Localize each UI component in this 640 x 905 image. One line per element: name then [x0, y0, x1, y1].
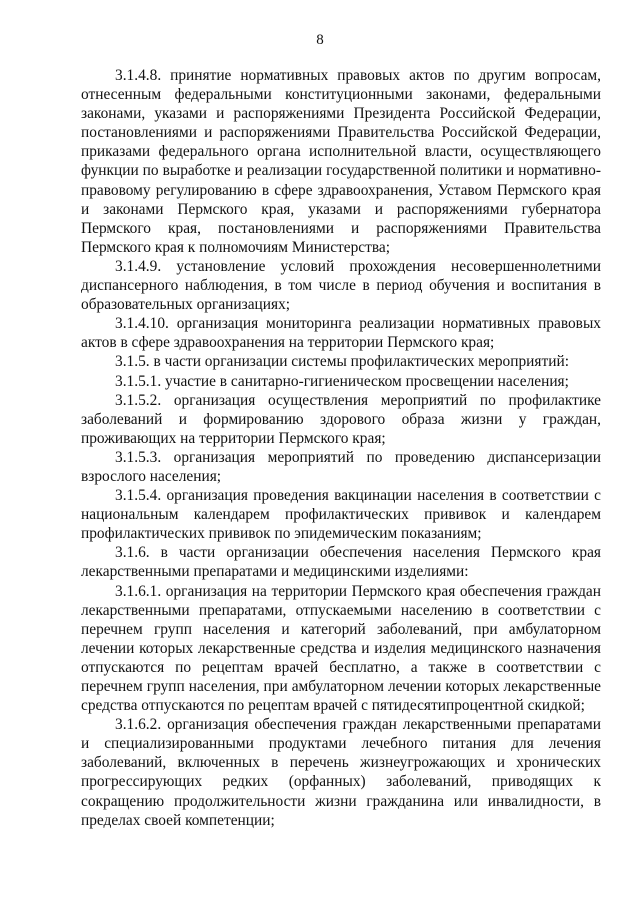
paragraph-3-1-5-2: 3.1.5.2. организация осуществления мероприятий по профилактике заболеваний и формированию здорового образа жизни у граждан, проживающих на территории Пермского края; [81, 391, 601, 447]
paragraph-3-1-5-1: 3.1.5.1. участие в санитарно-гигиеническом просвещении населения; [115, 372, 569, 390]
page-number: 8 [316, 32, 324, 48]
paragraph-3-1-5-4: 3.1.5.4. организация проведения вакцинации населения в соответствии с национальным календарем профилактических прививок и календарем профилактических прививок по эпидемическим показаниям; [81, 487, 601, 543]
paragraph-3-1-4-8: 3.1.4.8. принятие нормативных правовых актов по другим вопросам, отнесенным федеральными конституционными законами, федеральными законами, указами и распоряжениями Президента Российской Федерации, постановлениями и распоряжениями Правительства Российской Федерации, приказами федерального органа исполнительной власти, осуществляющего функции по выработке и реализации государственной политики и нормативно-правовому регулированию в сфере здравоохранения, Уставом Пермского края и законами Пермского края, указами и распоряжениями губернатора Пермского края, постановлениями и распоряжениями Правительства Пермского края к полномочиям Министерства; [81, 67, 601, 256]
paragraph-3-1-5: 3.1.5. в части организации системы профилактических мероприятий: [115, 353, 569, 371]
paragraph-3-1-6: 3.1.6. в части организации обеспечения населения Пермского края лекарственными препаратами и медицинскими изделиями: [81, 544, 601, 581]
document-body [81, 66, 601, 830]
paragraph-3-1-4-10: 3.1.4.10. организация мониторинга реализации нормативных правовых актов в сфере здравоохранения на территории Пермского края; [81, 315, 601, 352]
paragraph-3-1-4-9: 3.1.4.9. установление условий прохождения несовершеннолетними диспансерного наблюдения, в том числе в период обучения и воспитания в образовательных организациях; [81, 257, 601, 314]
paragraph-3-1-6-2: 3.1.6.2. организация обеспечения граждан лекарственными препаратами и специализированными продуктами лечебного питания для лечения заболеваний, включенных в перечень жизнеугрожающих и хронических прогрессирующих редких (орфанных) заболеваний, приводящих к сокращению продолжительности жизни гражданина или инвалидности, в пределах своей компетенции; [81, 716, 601, 829]
paragraph-3-1-5-3: 3.1.5.3. организация мероприятий по проведению диспансеризации взрослого населения; [81, 448, 601, 485]
paragraph-3-1-6-1: 3.1.6.1. организация на территории Пермского края обеспечения граждан лекарственными препаратами, отпускаемыми населению в соответствии с перечнем групп населения и категорий заболеваний, при амбулаторном лечении которых лекарственные средства и изделия медицинского назначения отпускаются по рецептам врачей бесплатно, а также в соответствии с перечнем групп населения, при амбулаторном лечении которых лекарственные средства отпускаются по рецептам врачей с пятидесятипроцентной скидкой; [81, 582, 601, 715]
